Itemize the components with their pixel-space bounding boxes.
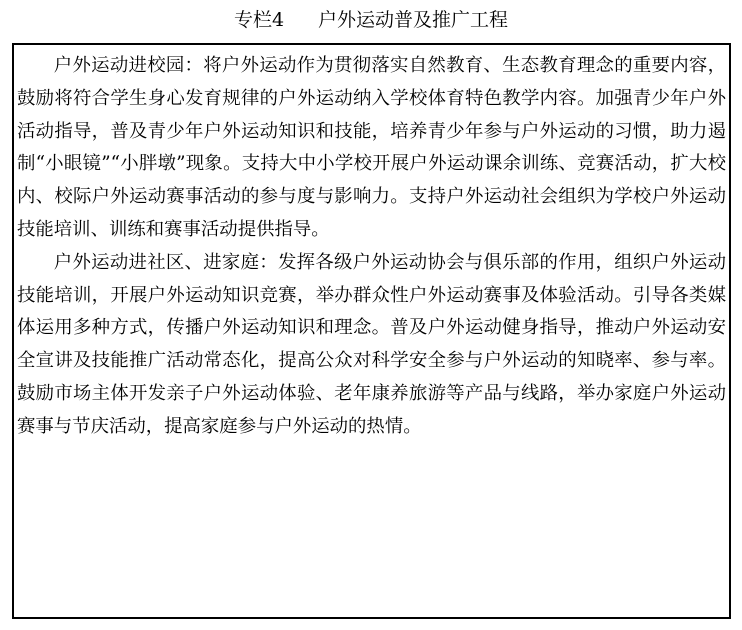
paragraph-schools: 户外运动进校园：将户外运动作为贯彻落实自然教育、生态教育理念的重要内容，鼓励将符合学生身心发育规律的户外运动纳入学校体育特色教学内容。加强青少年户外活动指导，普及青少年户外运动知识和技能，培养青少年参与户外运动的习惯，助力遏制“小眼镜”“小胖墩”现象。支持大中小学校开展户外运动课余训练、竞赛活动，扩大校内、校际户外运动赛事活动的参与度与影响力。支持户外运动社会组织为学校户外运动技能培训、训练和赛事活动提供指导。 <box>17 55 726 240</box>
column-title <box>0 6 742 34</box>
column-heading: 户外运动普及推广工程 <box>318 9 509 31</box>
column-number: 专栏4 <box>233 9 285 31</box>
paragraph-community: 户外运动进社区、进家庭：发挥各级户外运动协会与俱乐部的作用，组织户外运动技能培训，开展户外运动知识竞赛，举办群众性户外运动赛事及体验活动。引导各类媒体运用多种方式，传播户外运动知识和理念。普及户外运动健身指导，推动户外运动安全宣讲及技能推广活动常态化，提高公众对科学安全参与户外运动的知晓率、参与率。鼓励市场主体开发亲子户外运动体验、老年康养旅游等产品与线路，举办家庭户外运动赛事与节庆活动，提高家庭参与户外运动的热情。 <box>17 251 726 437</box>
column-box <box>12 43 731 619</box>
